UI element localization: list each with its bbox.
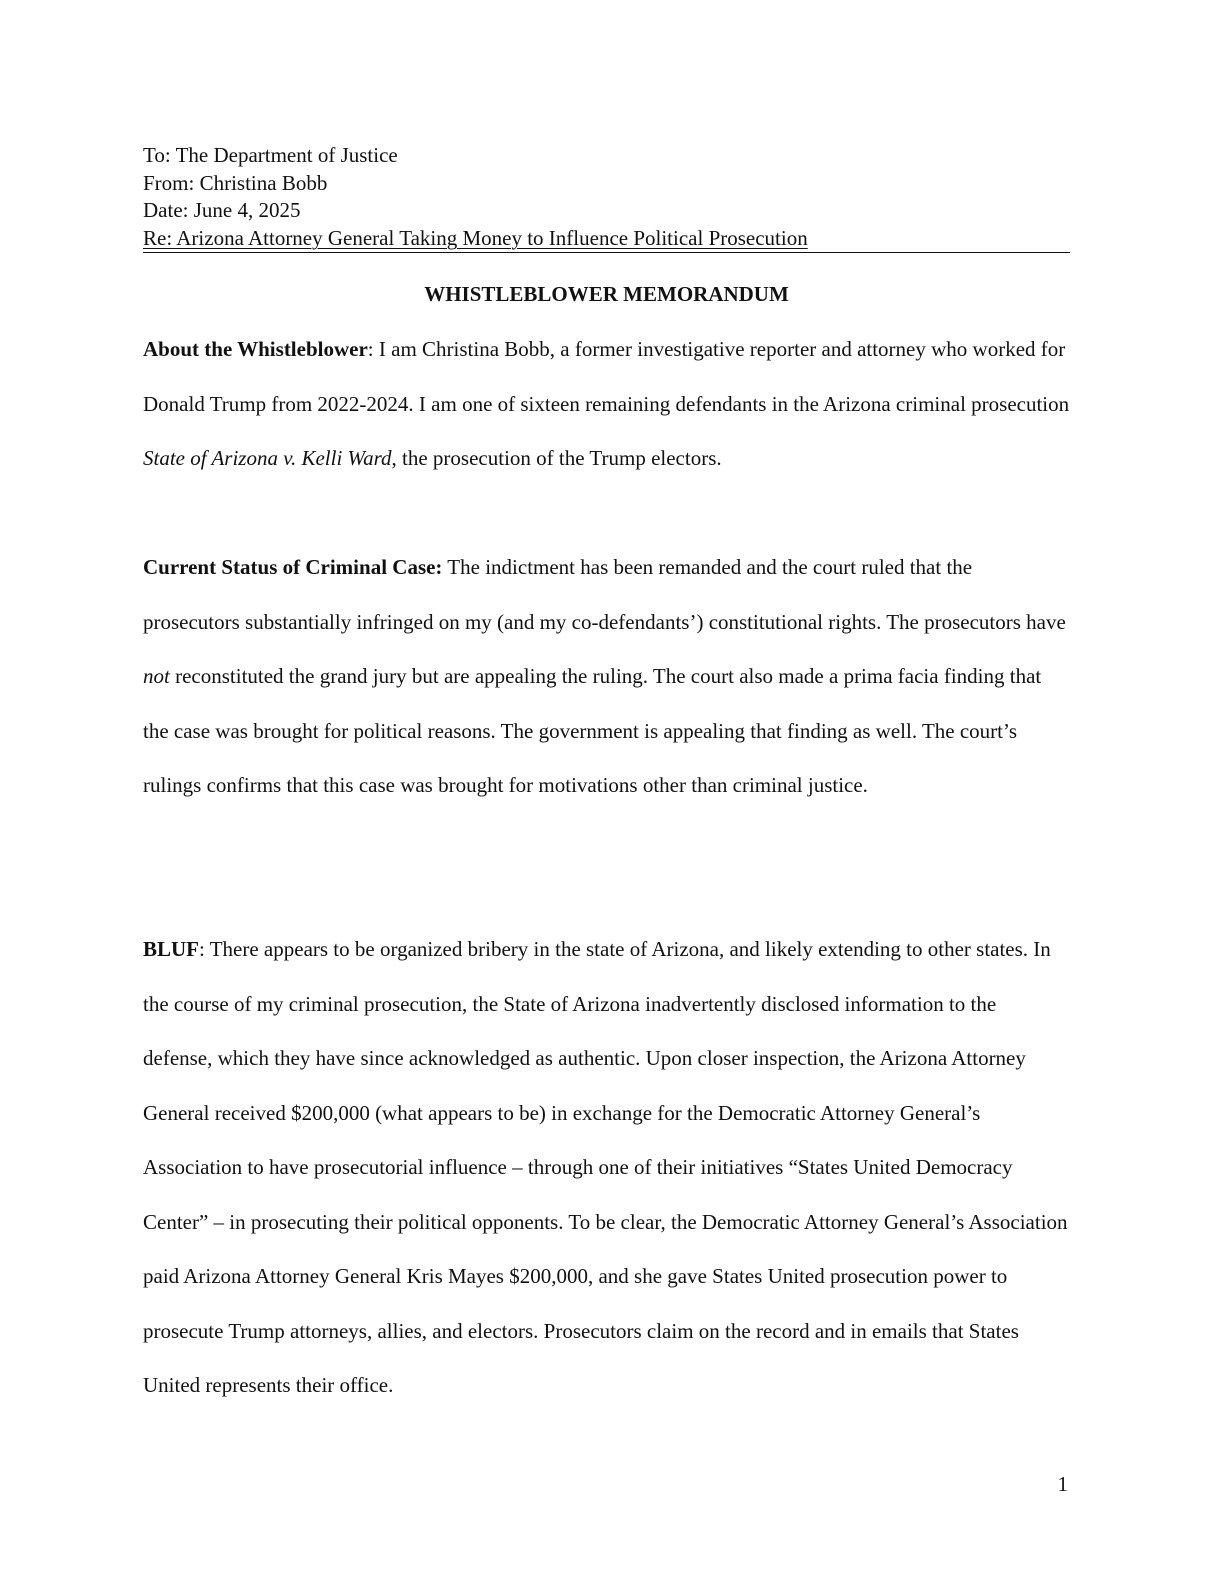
memo-date: Date: June 4, 2025 — [143, 198, 301, 222]
status-text-2: reconstituted the grand jury but are appealing the ruling. The court also made a prima facia finding that the case was brought for political reasons. The government is appealing that finding as well. The court’s rulings confirms that this case was brought for motivations other than criminal justice. — [143, 664, 1042, 797]
memo-subject: Re: Arizona Attorney General Taking Money to Influence Political Prosecution — [143, 225, 1070, 254]
document-title: WHISTLEBLOWER MEMORANDUM — [424, 282, 789, 306]
bluf-heading: BLUF — [143, 937, 200, 961]
page-number: 1 — [1057, 1472, 1068, 1496]
about-text-2: , the prosecution of the Trump electors. — [391, 446, 722, 470]
status-emphasis: not — [143, 664, 170, 688]
status-text-1: The indictment has been remanded and the court ruled that the prosecutors substantially infringed on my (and my co-defendants’) constitutional rights. The prosecutors have — [143, 555, 1066, 634]
status-paragraph — [143, 540, 1070, 813]
about-text-1: : I am Christina Bobb, a former investigative reporter and attorney who worked for Donald Trump from 2022-2024. I am one of sixteen remaining defendants in the Arizona criminal prosecution — [143, 337, 1070, 416]
memo-from: From: Christina Bobb — [143, 170, 328, 195]
case-name: State of Arizona v. Kelli Ward — [143, 446, 392, 470]
memo-to: To: The Department of Justice — [143, 143, 398, 167]
about-heading: About the Whistleblower — [143, 337, 368, 361]
about-paragraph — [143, 322, 1070, 486]
status-heading: Current Status of Criminal Case: — [143, 555, 443, 579]
bluf-paragraph — [143, 922, 1070, 1413]
memo-header — [143, 142, 1070, 253]
bluf-text: : There appears to be organized bribery in the state of Arizona, and likely extending to other states. In the course of my criminal prosecution, the State of Arizona inadvertently disclosed information to the defense, which they have since acknowledged as authentic. Upon closer inspection, the Arizona Attorney General received $200,000 (what appears to be) in exchange for the Democratic Attorney General’s Association to have prosecutorial influence – through one of their initiatives “States United Democracy Center” – in prosecuting their political opponents. To be clear, the Democratic Attorney General’s Association paid Arizona Attorney General Kris Mayes $200,000, and she gave States United prosecution power to prosecute Trump attorneys, allies, and electors. Prosecutors claim on the record and in emails that States United represents their office. — [143, 937, 1068, 1397]
